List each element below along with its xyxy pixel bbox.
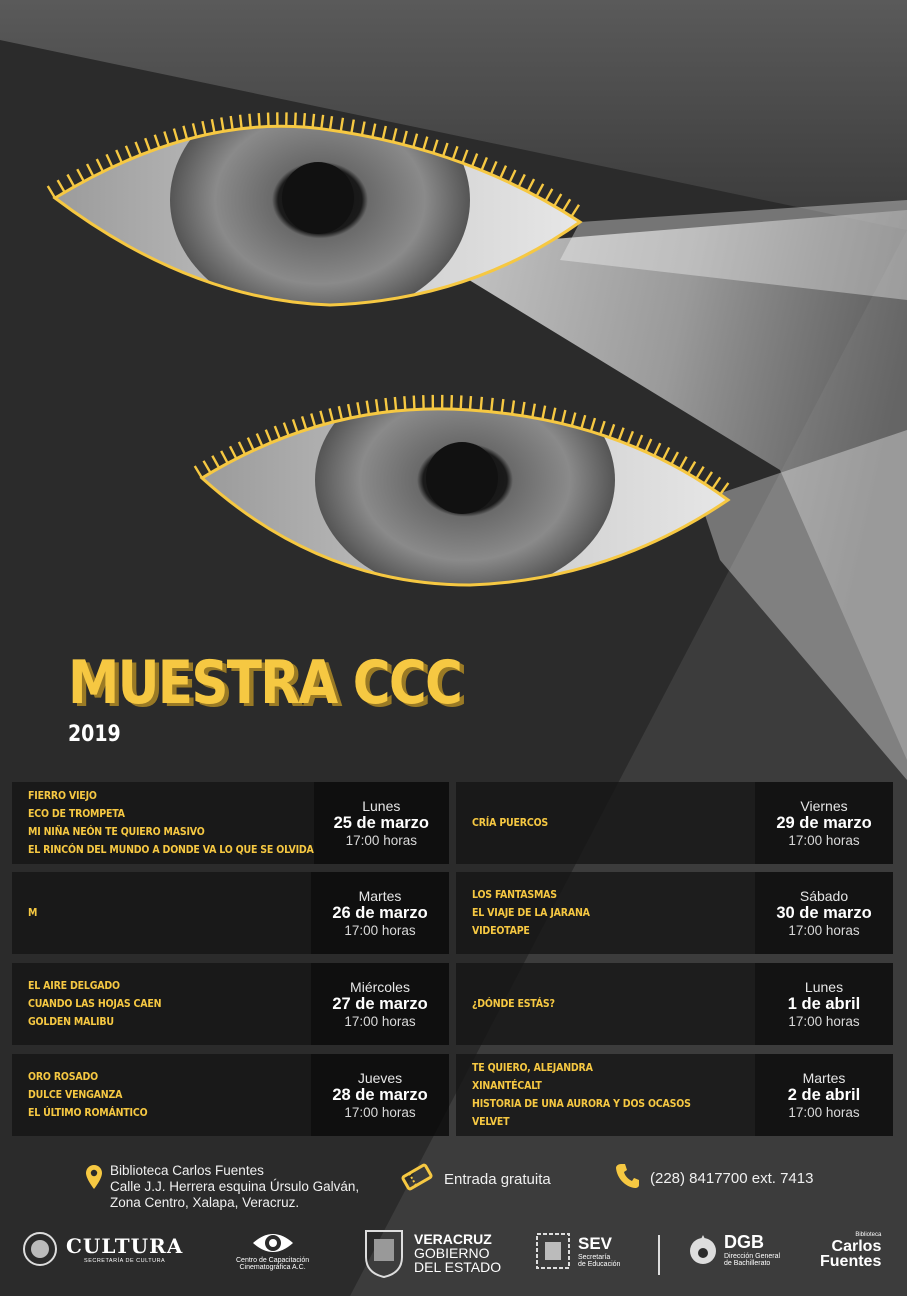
ccc-logo: [236, 1229, 309, 1271]
dgb-logo: [688, 1231, 780, 1267]
film-list: [12, 872, 311, 954]
eyelash: [357, 402, 360, 416]
address-line-1: Calle J.J. Herrera esquina Úrsulo Galván,: [110, 1179, 360, 1194]
eyelash: [145, 138, 150, 151]
eyelash: [311, 413, 315, 426]
screening-time: 17:00 horas: [788, 832, 860, 848]
eyelash: [116, 150, 122, 163]
film-title: FIERRO VIEJO: [28, 790, 97, 802]
film-title: EL AIRE DELGADO: [28, 980, 120, 992]
screening-time: 17:00 horas: [788, 1013, 860, 1029]
screening-weekday: Lunes: [362, 797, 401, 814]
eyelash: [552, 408, 555, 422]
screening-date: 2 de abril: [787, 1085, 861, 1104]
eyelash: [266, 430, 271, 443]
screening-date: [755, 1054, 893, 1136]
sev-name: SEV: [578, 1234, 613, 1253]
cultura-logo: [22, 1231, 183, 1267]
eyelash: [563, 199, 570, 211]
eyelash: [519, 174, 525, 187]
schedule-card: [12, 1054, 449, 1136]
eyelash: [348, 404, 351, 418]
film-title: CRÍA PUERCOS: [472, 817, 549, 829]
eyelash: [403, 131, 407, 145]
film-list: [456, 1054, 755, 1136]
eyelash: [257, 434, 263, 447]
eyelash: [500, 166, 506, 179]
eyelash: [183, 126, 187, 140]
location-pin-icon: [86, 1165, 102, 1194]
eyelash: [532, 404, 534, 418]
film-title: EL RINCÓN DEL MUNDO A DONDE VA LO QUE SE OLVIDA: [28, 844, 314, 856]
ticket-icon: [400, 1163, 434, 1196]
entry-text: Entrada gratuita: [444, 1170, 551, 1188]
eyelash: [443, 143, 447, 156]
screening-time: 17:00 horas: [788, 922, 860, 938]
phone-text: (228) 8417700 ext. 7413: [650, 1169, 814, 1187]
eyelash: [619, 428, 624, 441]
eyelash: [509, 170, 515, 183]
eyelash: [126, 146, 131, 159]
entry-info: [400, 1163, 551, 1196]
eyelash: [696, 467, 703, 479]
eyelash: [77, 169, 84, 181]
film-title: EL ÚLTIMO ROMÁNTICO: [28, 1107, 148, 1119]
film-title: TE QUIERO, ALEJANDRA: [472, 1062, 593, 1074]
film-title: ORO ROSADO: [28, 1071, 98, 1083]
eyelash: [414, 396, 415, 410]
eyelash: [637, 435, 642, 448]
film-title: GOLDEN MALIBU: [28, 1016, 114, 1028]
eyelash: [174, 129, 178, 142]
phone-info: [616, 1163, 813, 1194]
film-title: HISTORIA DE UNA AURORA Y DOS OCASOS: [472, 1098, 691, 1110]
venue-name: Biblioteca Carlos Fuentes: [110, 1163, 264, 1178]
info-row: [0, 1155, 907, 1215]
screening-date: 30 de marzo: [776, 903, 872, 922]
veracruz-line-2: GOBIERNO: [414, 1245, 490, 1261]
eyelash: [680, 457, 687, 469]
veracruz-line-3: DEL ESTADO: [414, 1259, 502, 1275]
address-line-2: Zona Centro, Xalapa, Veracruz.: [110, 1195, 300, 1210]
eyelash: [231, 116, 233, 130]
eyelash: [293, 419, 298, 432]
eyelash: [688, 462, 695, 474]
dgb-line-1: Dirección General: [724, 1252, 781, 1260]
cultura-name: CULTURA: [66, 1234, 184, 1258]
biblioteca-line-2: Fuentes: [820, 1253, 882, 1270]
screening-time: 17:00 horas: [344, 922, 416, 938]
sev-emblem-icon: [534, 1231, 572, 1271]
eyelash: [491, 161, 497, 174]
eyelash: [663, 447, 669, 460]
eyelash: [376, 399, 378, 413]
film-list: [12, 782, 314, 864]
film-title: EL VIAJE DE LA JARANA: [472, 907, 590, 919]
dgb-name: DGB: [724, 1231, 764, 1252]
schedule-card: [456, 963, 893, 1045]
eyelash: [48, 186, 55, 198]
eyelash: [610, 424, 615, 437]
veracruz-line-1: VERACRUZ: [414, 1231, 492, 1247]
eyelash: [654, 443, 660, 456]
eyelash: [461, 395, 462, 409]
eyelash: [393, 128, 396, 142]
eyelash: [330, 408, 333, 422]
eyelash: [339, 406, 342, 420]
eyelash: [528, 179, 534, 191]
film-list: [12, 963, 311, 1045]
ccc-line-2: Cinematográfica A.C.: [239, 1264, 306, 1271]
eyelash: [212, 119, 215, 133]
film-title: VIDEOTAPE: [472, 925, 530, 937]
film-list: [456, 963, 755, 1045]
eyelash: [284, 423, 289, 436]
film-title: MI NIÑA NEÓN TE QUIERO MASIVO: [28, 826, 205, 838]
screening-weekday: Jueves: [357, 1069, 403, 1086]
eyelash: [453, 146, 458, 159]
eyelash: [221, 451, 228, 463]
film-title: VELVET: [472, 1116, 510, 1128]
film-title: M: [28, 907, 38, 919]
eyelash: [482, 157, 487, 170]
eyelash: [58, 180, 65, 192]
eyelash: [712, 477, 720, 489]
eyelash: [423, 137, 427, 150]
screening-weekday: Sábado: [799, 887, 849, 904]
ccc-line-1: Centro de Capacitación: [236, 1257, 310, 1264]
dgb-line-2: de Bachillerato: [724, 1259, 771, 1267]
screening-time: 17:00 horas: [788, 1104, 860, 1120]
screening-date: [311, 963, 449, 1045]
eyelash: [67, 175, 74, 187]
screening-weekday: Miércoles: [350, 978, 410, 995]
phone-icon: [616, 1163, 640, 1194]
eyelash: [351, 120, 353, 134]
screening-date: [314, 782, 449, 864]
eyelash: [239, 442, 245, 455]
schedule-card: [456, 1054, 893, 1136]
screening-weekday: Martes: [802, 1069, 846, 1086]
eyelash: [362, 122, 365, 136]
schedule-card: [12, 872, 449, 954]
eyelash: [433, 140, 437, 153]
eyelash: [313, 114, 314, 128]
screening-date: 26 de marzo: [332, 903, 428, 922]
ccc-eye-icon: [251, 1229, 295, 1257]
screening-weekday: Martes: [358, 887, 402, 904]
film-title: XINANTÉCALT: [472, 1080, 542, 1092]
eyelash: [248, 438, 254, 451]
eyelash: [97, 159, 103, 172]
sponsor-logos: [0, 1225, 907, 1285]
eyelash: [472, 154, 477, 167]
title-block: [68, 650, 525, 747]
eyelash: [212, 456, 219, 468]
film-list: [456, 782, 755, 864]
eyelash: [204, 461, 211, 473]
screening-date: 28 de marzo: [332, 1085, 428, 1104]
biblioteca-line-1: Carlos: [831, 1238, 882, 1255]
eyelash: [330, 116, 332, 130]
dgb-emblem-icon: [688, 1231, 718, 1267]
schedule-card: [456, 872, 893, 954]
eyelash: [545, 189, 552, 201]
screening-date: 1 de abril: [787, 994, 861, 1013]
eyelash: [537, 184, 544, 196]
seal-icon: [22, 1231, 58, 1267]
eyelash: [259, 113, 260, 127]
eyelash: [600, 421, 604, 434]
eyelash: [295, 113, 296, 127]
schedule-card: [456, 782, 893, 864]
eyelash: [341, 118, 343, 132]
screening-date: 27 de marzo: [332, 994, 428, 1013]
eyelash: [591, 418, 595, 431]
eyelash: [704, 472, 712, 484]
screening-time: 17:00 horas: [345, 832, 417, 848]
eyelash: [249, 114, 250, 128]
eyelash: [221, 117, 223, 131]
biblioteca-logo: [820, 1231, 881, 1269]
eyelash: [195, 466, 202, 478]
screening-time: 17:00 horas: [344, 1104, 416, 1120]
venue-info: [86, 1163, 359, 1211]
eyelash: [404, 396, 405, 410]
schedule-card: [12, 782, 449, 864]
veracruz-shield-icon: [362, 1227, 406, 1279]
eyelash: [413, 134, 417, 147]
screening-date: [755, 782, 893, 864]
film-title: ECO DE TROMPETA: [28, 808, 125, 820]
poster-year: 2019: [68, 722, 121, 747]
film-list: [12, 1054, 311, 1136]
eyelash: [321, 115, 323, 129]
film-list: [456, 872, 755, 954]
eyelash: [230, 446, 236, 458]
film-title: LOS FANTASMAS: [472, 889, 557, 901]
eyelash: [202, 121, 205, 135]
eyelash: [275, 426, 280, 439]
logo-divider: [658, 1235, 660, 1275]
eyelash: [628, 431, 633, 444]
biblioteca-small: Biblioteca: [855, 1232, 882, 1238]
eyelash: [302, 416, 306, 429]
screening-date: [755, 872, 893, 954]
screening-date: [311, 872, 449, 954]
film-title: CUANDO LAS HOJAS CAEN: [28, 998, 162, 1010]
eyelash: [164, 132, 168, 145]
eyelash: [470, 396, 471, 410]
screening-date: 25 de marzo: [333, 813, 429, 832]
screening-time: 17:00 horas: [344, 1013, 416, 1029]
eyelash: [572, 413, 576, 427]
eyelash: [107, 154, 113, 167]
sev-line-1: Secretaría: [578, 1254, 611, 1261]
eyelash: [304, 113, 305, 127]
eyelash: [383, 126, 386, 140]
eyelash: [542, 406, 545, 420]
screening-date: 29 de marzo: [776, 813, 872, 832]
eyelash: [395, 397, 396, 411]
eyelash: [463, 150, 468, 163]
eyelash: [87, 164, 93, 176]
eyelash: [562, 410, 565, 424]
screening-weekday: Viernes: [800, 797, 848, 814]
film-title: ¿DÓNDE ESTÁS?: [472, 998, 555, 1010]
eyelash: [571, 205, 578, 217]
screening-date: [755, 963, 893, 1045]
eyelash: [155, 135, 160, 148]
veracruz-logo: [362, 1227, 501, 1279]
cultura-sub: SECRETARÍA DE CULTURA: [84, 1258, 166, 1264]
eyelash: [671, 452, 678, 464]
eyelash: [193, 123, 196, 137]
eyelash: [502, 399, 504, 413]
eyelash: [320, 411, 324, 425]
eyelash: [554, 194, 561, 206]
eyelash: [367, 401, 369, 415]
screening-date: [311, 1054, 449, 1136]
eyelash: [646, 439, 652, 452]
schedule-card: [12, 963, 449, 1045]
eyelash: [481, 397, 482, 411]
eyelash: [491, 398, 492, 412]
film-title: DULCE VENGANZA: [28, 1089, 123, 1101]
eyelash: [240, 115, 242, 129]
eyelash: [581, 415, 585, 428]
poster-title: MUESTRA CCC: [68, 648, 462, 718]
eyelash: [512, 400, 514, 414]
screening-weekday: Lunes: [804, 978, 844, 995]
eyelash: [372, 124, 375, 138]
eyelash: [385, 398, 387, 412]
sev-logo: [534, 1231, 620, 1271]
sev-line-2: de Educación: [578, 1261, 621, 1268]
eyelash: [522, 402, 524, 416]
eyelash: [136, 142, 141, 155]
